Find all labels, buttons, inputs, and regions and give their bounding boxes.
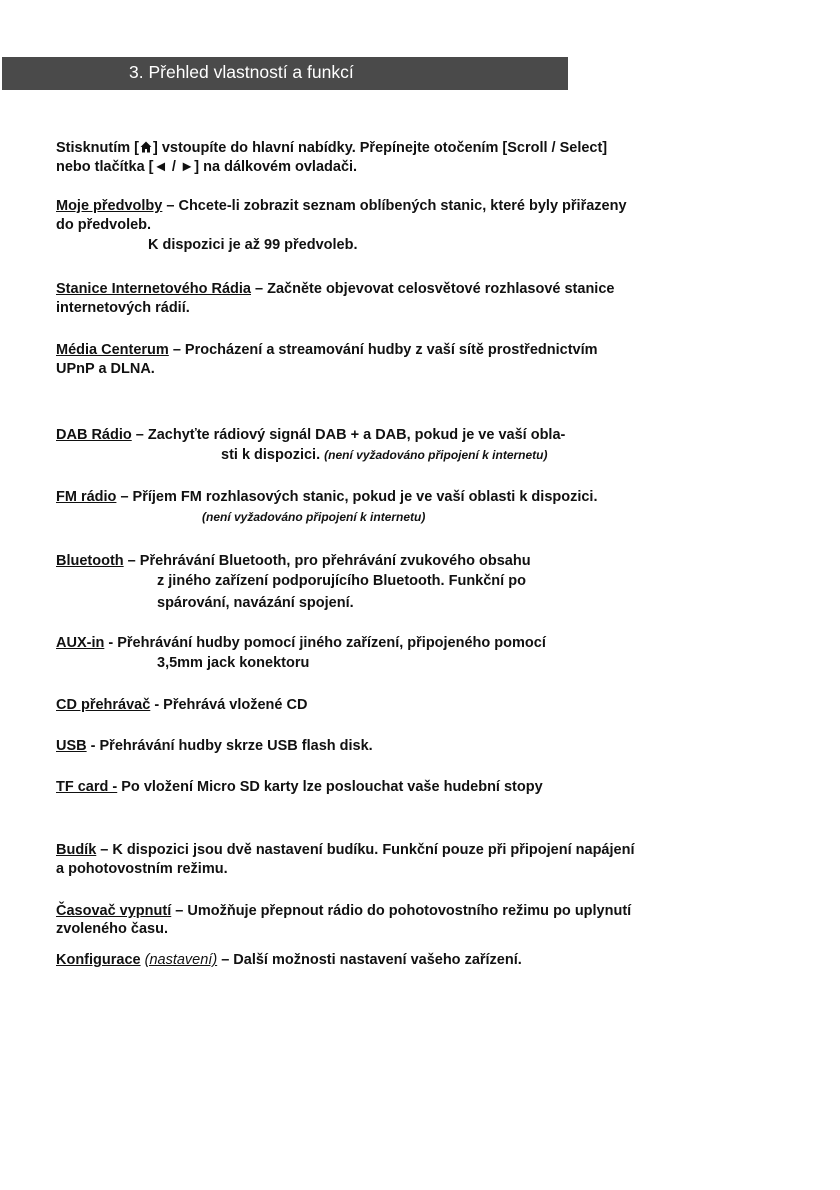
cd-line: CD přehrávač - Přehrává vložené CD xyxy=(56,697,308,713)
sleep-line-2: zvoleného času. xyxy=(56,921,169,937)
bluetooth-line-2: z jiného zařízení podporujícího Bluetooth. Funkční po xyxy=(157,573,526,589)
dab-line-1: DAB Rádio – Zachyťte rádiový signál DAB + a DAB, pokud je ve vaší obla- xyxy=(56,427,566,443)
tf-line: TF card - Po vložení Micro SD karty lze poslouchat vaše hudební stopy xyxy=(56,779,543,795)
config-subtitle: (nastavení) xyxy=(144,952,218,968)
internet-line-1: Stanice Internetového Rádia – Začněte objevovat celosvětové rozhlasové stanice xyxy=(56,281,615,297)
sleep-title: Časovač vypnutí xyxy=(56,903,172,919)
bluetooth-title: Bluetooth xyxy=(56,553,124,569)
internet-line-2: internetových rádií. xyxy=(56,300,190,316)
dab-note: (není vyžadováno připojení k internetu) xyxy=(324,448,548,462)
fm-line-1: FM rádio – Příjem FM rozhlasových stanic, pokud je ve vaší oblasti k dispozici. xyxy=(56,489,598,505)
bluetooth-line-1: Bluetooth – Přehrávání Bluetooth, pro přehrávání zvukového obsahu xyxy=(56,553,531,569)
intro-line-2: nebo tlačítka [◄ / ►] na dálkovém ovladači. xyxy=(56,159,358,175)
config-line: Konfigurace (nastavení) – Další možnosti nastavení vašeho zařízení. xyxy=(56,952,522,968)
home-icon xyxy=(140,141,152,153)
aux-title: AUX-in xyxy=(56,635,105,651)
section-title: 3. Přehled vlastností a funkcí xyxy=(129,62,354,82)
fm-title: FM rádio xyxy=(56,489,117,505)
dab-title: DAB Rádio xyxy=(56,427,132,443)
tf-title: TF card - xyxy=(56,779,118,795)
media-line-1: Média Centerum – Procházení a streamování hudby z vaší sítě prostřednictvím xyxy=(56,342,598,358)
usb-title: USB xyxy=(56,738,87,754)
internet-title: Stanice Internetového Rádia xyxy=(56,281,251,297)
media-line-2: UPnP a DLNA. xyxy=(56,361,155,377)
alarm-line-2: a pohotovostním režimu. xyxy=(56,861,228,877)
dab-line-2: sti k dispozici. (není vyžadováno připojení k internetu) xyxy=(221,447,548,463)
media-title: Média Centerum xyxy=(56,342,169,358)
section-header-bar xyxy=(2,57,568,90)
presets-line-3: K dispozici je až 99 předvoleb. xyxy=(148,237,358,253)
presets-line-2: do předvoleb. xyxy=(56,217,152,233)
presets-title: Moje předvolby xyxy=(56,198,163,214)
aux-line-1: AUX-in - Přehrávání hudby pomocí jiného zařízení, připojeného pomocí xyxy=(56,635,546,651)
sleep-line-1: Časovač vypnutí – Umožňuje přepnout rádio do pohotovostního režimu po uplynutí xyxy=(56,903,632,919)
alarm-line-1: Budík – K dispozici jsou dvě nastavení budíku. Funkční pouze při připojení napájení xyxy=(56,842,635,858)
fm-note: (není vyžadováno připojení k internetu) xyxy=(202,510,426,524)
intro-line-1: Stisknutím [ ] vstoupíte do hlavní nabídky. Přepínejte otočením [Scroll / Select] xyxy=(56,140,608,156)
cd-title: CD přehrávač xyxy=(56,697,151,713)
config-title: Konfigurace xyxy=(56,952,141,968)
aux-line-2: 3,5mm jack konektoru xyxy=(157,655,310,671)
usb-line: USB - Přehrávání hudby skrze USB flash disk. xyxy=(56,738,373,754)
bluetooth-line-3: spárování, navázání spojení. xyxy=(157,595,354,611)
presets-line-1: Moje předvolby – Chcete-li zobrazit seznam oblíbených stanic, které byly přiřazeny xyxy=(56,198,627,214)
alarm-title: Budík xyxy=(56,842,97,858)
